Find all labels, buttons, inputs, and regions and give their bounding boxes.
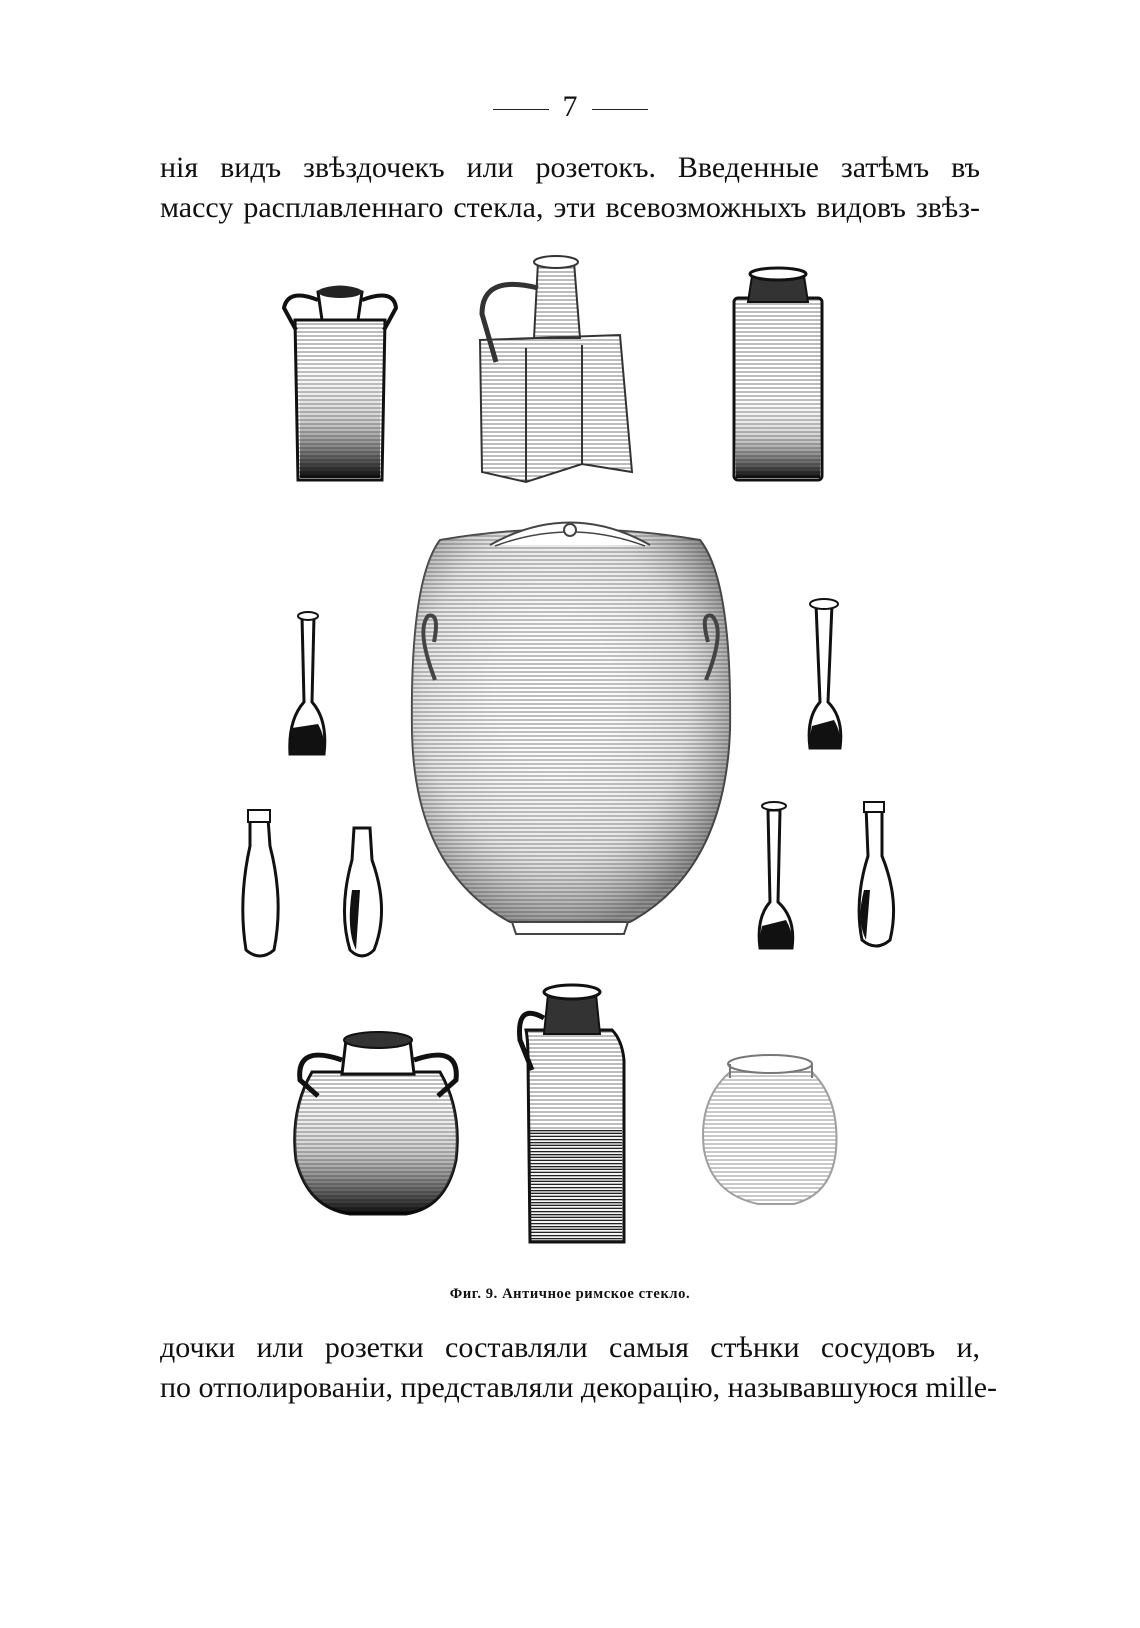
text-paragraph-bottom: [160, 1328, 998, 1408]
page-number: [0, 90, 1140, 124]
square-amphora: [284, 286, 396, 480]
unguentarium-left-1: [243, 810, 278, 956]
figure-caption-text: Античное римское стекло.: [502, 1286, 691, 1302]
text-line: нія видъ звѣздочекъ или розетокъ. Введенные затѣмъ въ: [160, 151, 980, 184]
two-handled-vase: [295, 1032, 458, 1214]
round-jar: [703, 1055, 836, 1204]
text-line: по отполированіи, представляли декорацію, называвшуюся mille-: [160, 1371, 998, 1404]
figure-caption: [0, 1286, 1140, 1303]
unguentarium-right-1: [759, 802, 793, 948]
text-paragraph-top: [160, 148, 980, 228]
large-urn: [412, 523, 730, 935]
right-dash: [592, 109, 648, 110]
figure-caption-label: Фиг. 9.: [449, 1286, 498, 1302]
text-line: дочки или розетки составляли самыя стѣнки сосудовъ и,: [160, 1331, 980, 1364]
page-number-value: 7: [562, 90, 578, 123]
unguentarium-left-2: [344, 828, 381, 956]
unguentarium-right-2: [859, 802, 893, 946]
text-line: массу расплавленнаго стекла, эти всевозможныхъ видовъ звѣз-: [160, 191, 980, 224]
left-dash: [493, 109, 549, 110]
unguentarium-right-top: [809, 599, 841, 748]
rectangular-jar: [734, 268, 822, 480]
roman-glass-illustration: [200, 250, 940, 1270]
dark-jug: [520, 985, 625, 1242]
unguentarium-left-top: [290, 612, 325, 754]
hexagonal-jug: [480, 256, 632, 482]
